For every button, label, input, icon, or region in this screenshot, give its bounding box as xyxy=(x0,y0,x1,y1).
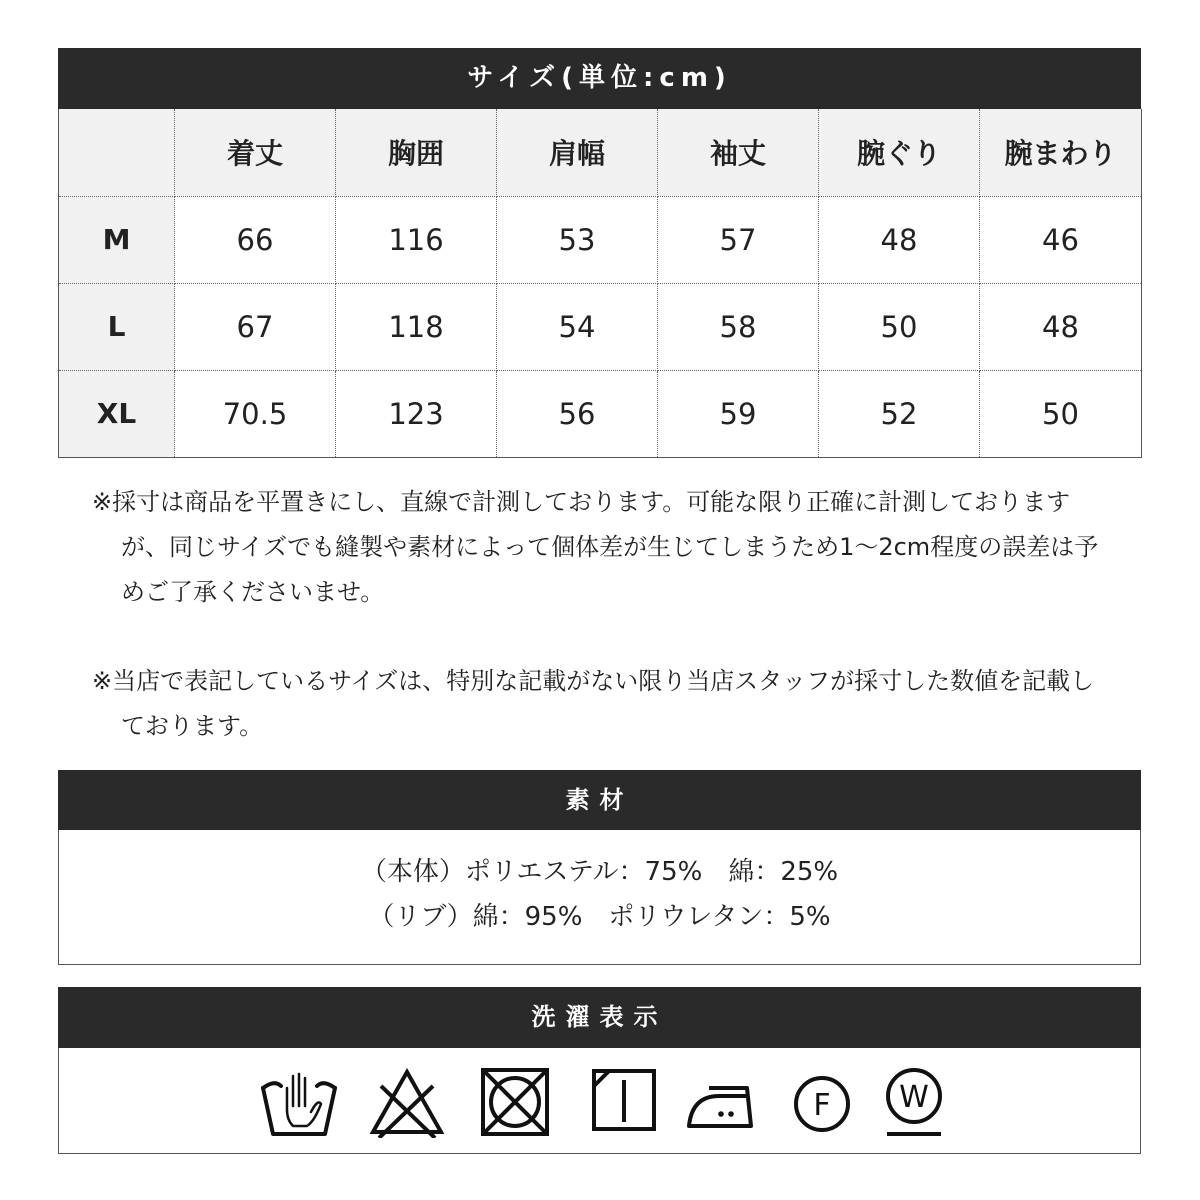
material-box xyxy=(58,830,1141,965)
line-dry-shade-icon xyxy=(591,1066,657,1132)
table-row xyxy=(59,196,1142,283)
dry-clean-f-icon xyxy=(791,1066,853,1138)
size-notes xyxy=(92,480,1112,749)
note-staff-measured: ※当店で表記しているサイズは、特別な記載がない限り当店スタッフが採寸した数値を記載しております。 xyxy=(92,667,1095,740)
hand-wash-icon xyxy=(259,1066,339,1138)
column-header: 腕ぐり xyxy=(819,109,980,196)
table-cell: 50 xyxy=(1042,396,1079,431)
column-header: 肩幅 xyxy=(497,109,658,196)
column-header: 腕まわり xyxy=(980,109,1142,196)
material-line-body: （本体）ポリエステル：75% 綿：25% xyxy=(360,857,839,887)
table-cell: 116 xyxy=(336,196,497,283)
wet-clean-w-letter: W xyxy=(899,1080,929,1115)
washing-header: 洗濯表示 xyxy=(58,987,1141,1048)
corner-cell xyxy=(59,109,175,196)
column-header: 着丈 xyxy=(175,109,336,196)
table-row xyxy=(59,370,1142,457)
note-measurement: ※採寸は商品を平置きにし、直線で計測しております。可能な限り正確に計測しておりますが、同じサイズでも縫製や素材によって個体差が生じてしまうため1～2cm程度の誤差は予めご了承くださいませ。 xyxy=(92,488,1099,606)
table-cell: 67 xyxy=(175,283,336,370)
no-tumble-dry-icon xyxy=(479,1066,551,1138)
table-cell: 123 xyxy=(336,370,497,457)
table-cell: 66 xyxy=(175,196,336,283)
size-table-header-row xyxy=(59,109,1142,196)
table-cell: 53 xyxy=(497,196,658,283)
table-cell: 50 xyxy=(819,283,980,370)
table-cell: 70.5 xyxy=(175,370,336,457)
table-cell: 52 xyxy=(819,370,980,457)
no-bleach-icon xyxy=(367,1066,447,1138)
dry-clean-f-letter: F xyxy=(813,1088,831,1123)
wet-clean-w-icon xyxy=(881,1066,947,1146)
table-cell: 46 xyxy=(980,196,1142,283)
row-header: M xyxy=(59,196,175,283)
table-cell: 56 xyxy=(497,370,658,457)
size-table-header: サイズ(単位:cm) xyxy=(58,48,1141,109)
row-header: XL xyxy=(59,370,175,457)
washing-symbols-box xyxy=(58,1048,1141,1154)
table-cell: 48 xyxy=(980,283,1142,370)
column-header: 胸囲 xyxy=(336,109,497,196)
iron-low-temp-icon xyxy=(685,1066,767,1138)
row-header: L xyxy=(59,283,175,370)
table-cell: 58 xyxy=(658,283,819,370)
table-cell: 118 xyxy=(336,283,497,370)
table-cell: 57 xyxy=(658,196,819,283)
table-row xyxy=(59,283,1142,370)
table-cell: 54 xyxy=(497,283,658,370)
column-header: 袖丈 xyxy=(658,109,819,196)
material-header: 素材 xyxy=(58,770,1141,830)
material-line-rib: （リブ）綿：95% ポリウレタン：5% xyxy=(368,902,831,932)
table-cell: 59 xyxy=(658,370,819,457)
size-table xyxy=(58,109,1142,458)
table-cell: 48 xyxy=(819,196,980,283)
